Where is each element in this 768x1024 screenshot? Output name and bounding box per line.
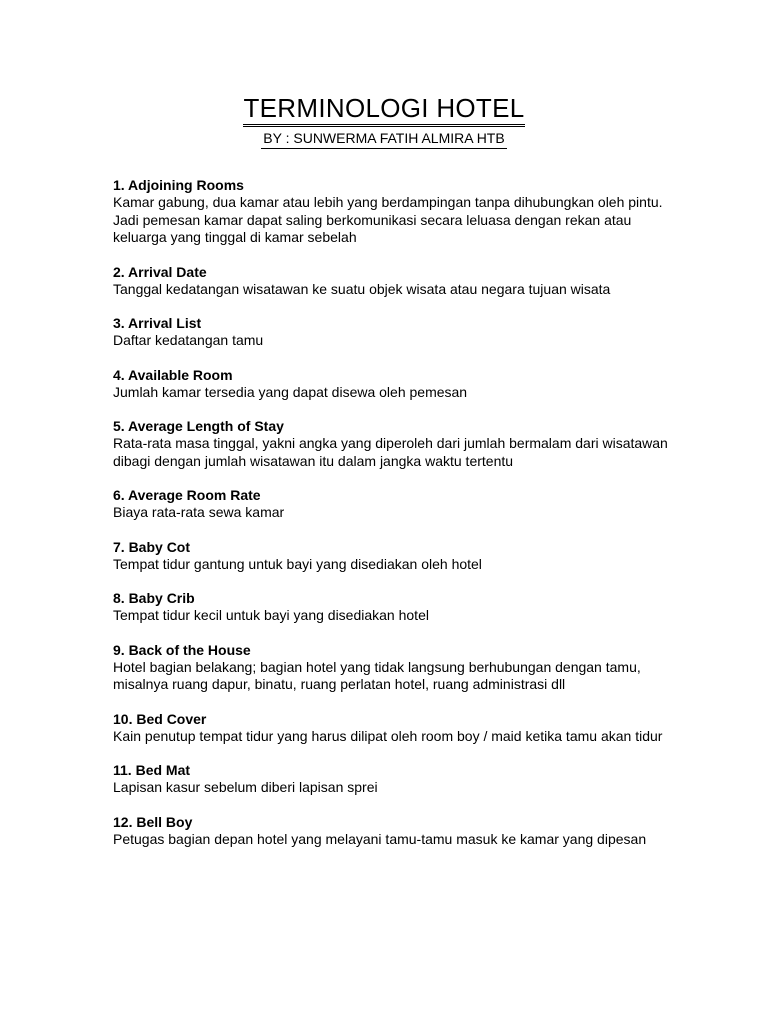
term-item xyxy=(113,590,673,625)
term-definition: Jumlah kamar tersedia yang dapat disewa oleh pemesan xyxy=(113,383,468,400)
term-item xyxy=(113,642,673,694)
title-block xyxy=(0,93,768,149)
term-item xyxy=(113,177,673,247)
term-heading: 10. Bed Cover xyxy=(113,710,207,727)
term-definition: Petugas bagian depan hotel yang melayani tamu-tamu masuk ke kamar yang dipesan xyxy=(113,830,647,847)
term-item xyxy=(113,539,673,574)
term-item xyxy=(113,762,673,797)
term-definition: Daftar kedatangan tamu xyxy=(113,332,264,348)
term-heading: 5. Average Length of Stay xyxy=(113,418,284,434)
term-item xyxy=(113,264,673,299)
term-item xyxy=(113,711,673,746)
term-definition: Lapisan kasur sebelum diberi lapisan sprei xyxy=(113,779,378,795)
term-definition: Kain penutup tempat tidur yang harus dilipat oleh room boy / maid ketika tamu akan tidur xyxy=(113,727,663,744)
term-item xyxy=(113,418,673,470)
term-item xyxy=(113,814,673,849)
term-list xyxy=(113,177,673,865)
term-item xyxy=(113,367,673,402)
term-heading: 1. Adjoining Rooms xyxy=(113,177,244,193)
term-definition: Tempat tidur gantung untuk bayi yang disediakan oleh hotel xyxy=(113,555,482,572)
term-definition: Hotel bagian belakang; bagian hotel yang tidak langsung berhubungan dengan tamu, misalnya ruang dapur, binatu, ruang perlatan hotel, ruang administrasi dll xyxy=(113,658,641,692)
term-definition: Rata-rata masa tinggal, yakni angka yang diperoleh dari jumlah bermalam dari wisatawan dibagi dengan jumlah wisatawan itu dalam jangka waktu tertentu xyxy=(113,435,668,469)
term-heading: 3. Arrival List xyxy=(113,315,202,331)
term-heading: 12. Bell Boy xyxy=(113,813,193,830)
term-definition: Kamar gabung, dua kamar atau lebih yang berdampingan tanpa dihubungkan oleh pintu. Jadi pemesan kamar dapat saling berkomunikasi secara leluasa dengan rekan atau keluarga yang tinggal di kamar sebelah xyxy=(113,194,663,245)
document-title: TERMINOLOGI HOTEL xyxy=(243,93,524,127)
term-heading: 9. Back of the House xyxy=(113,641,251,658)
term-item xyxy=(113,487,673,522)
term-heading: 8. Baby Crib xyxy=(113,590,195,606)
term-heading: 7. Baby Cot xyxy=(113,538,191,555)
term-heading: 11. Bed Mat xyxy=(113,762,191,778)
document-byline: BY : SUNWERMA FATIH ALMIRA HTB xyxy=(261,129,506,149)
term-heading: 6. Average Room Rate xyxy=(113,487,261,503)
term-definition: Tanggal kedatangan wisatawan ke suatu objek wisata atau negara tujuan wisata xyxy=(113,280,611,297)
term-item xyxy=(113,315,673,350)
term-heading: 4. Available Room xyxy=(113,366,233,383)
term-definition: Tempat tidur kecil untuk bayi yang disediakan hotel xyxy=(113,607,429,623)
term-definition: Biaya rata-rata sewa kamar xyxy=(113,504,285,520)
term-heading: 2. Arrival Date xyxy=(113,263,207,280)
